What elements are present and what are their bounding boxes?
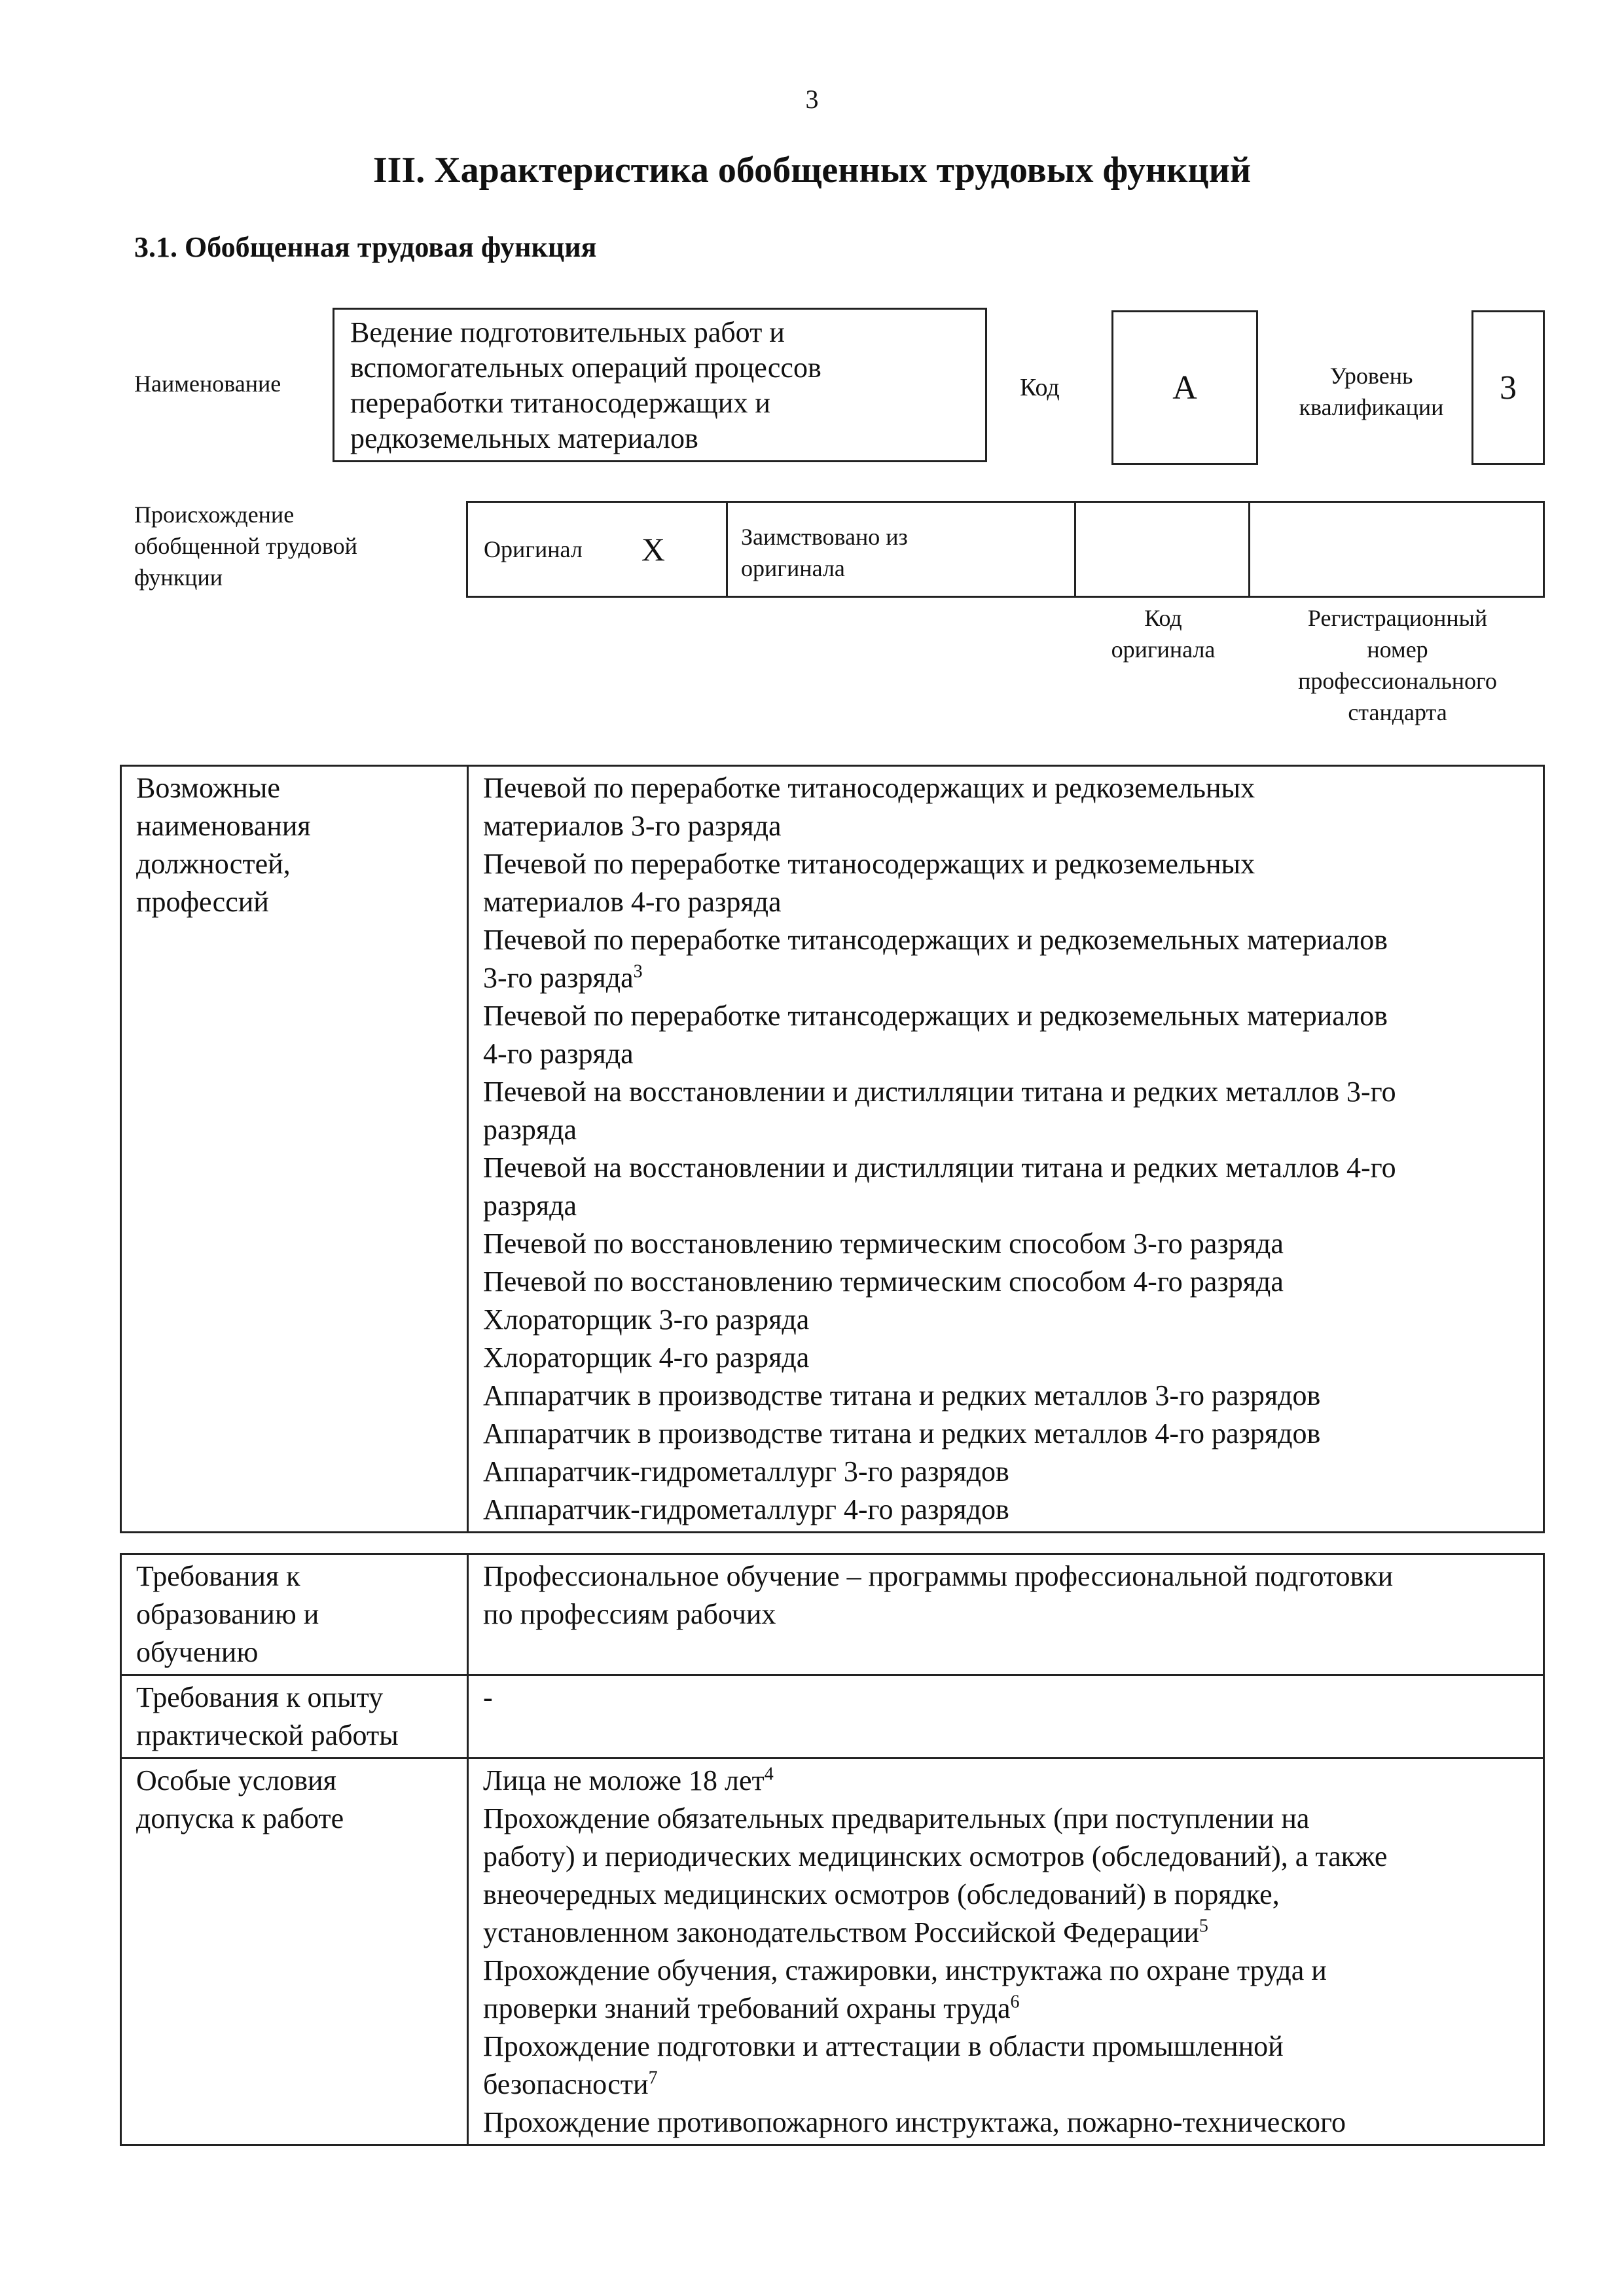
- condition-line: Прохождение противопожарного инструктажа, пожарно-технического: [483, 2106, 1346, 2138]
- condition-line: Прохождение подготовки и аттестации в области промышленной: [483, 2030, 1284, 2062]
- original-mark: X: [641, 531, 665, 568]
- position-line: Печевой на восстановлении и дистилляции титана и редких металлов 4-го: [483, 1152, 1396, 1184]
- caption-line: стандарта: [1348, 699, 1447, 725]
- condition-line: Прохождение обучения, стажировки, инструктажа по охране труда и: [483, 1954, 1327, 1986]
- position-line: Печевой по переработке титансодержащих и редкоземельных материалов: [483, 1000, 1388, 1032]
- condition-line: [483, 2066, 1528, 2104]
- origin-reg-number-cell: [1250, 501, 1545, 598]
- condition-line: [483, 1762, 1528, 1800]
- table-row: [121, 766, 1544, 1533]
- label-line: должностей,: [136, 848, 291, 880]
- position-line: разряда: [483, 1190, 577, 1222]
- section-title: III. Характеристика обобщенных трудовых функций: [372, 150, 1252, 191]
- position-line: 4-го разряда: [483, 1038, 634, 1070]
- position-line: Аппаратчик-гидрометаллург 3-го разрядов: [483, 1455, 1009, 1487]
- function-name-line: редкоземельных материалов: [350, 422, 698, 454]
- footnote-ref: 7: [648, 2068, 658, 2088]
- origin-borrowed-cell: [728, 501, 1076, 598]
- position-line: Аппаратчик в производстве титана и редких металлов 3-го разрядов: [483, 1379, 1321, 1412]
- level-label-line: Уровень: [1329, 363, 1413, 389]
- label-line: Возможные: [136, 772, 280, 804]
- condition-line: внеочередных медицинских осмотров (обследований) в порядке,: [483, 1878, 1280, 1910]
- position-line: Печевой на восстановлении и дистилляции титана и редких металлов 3-го: [483, 1076, 1396, 1108]
- experience-value-cell: -: [468, 1675, 1544, 1758]
- code-label: Код: [1020, 374, 1060, 401]
- function-name-line: Ведение подготовительных работ и: [350, 316, 785, 348]
- position-line: материалов 3-го разряда: [483, 810, 782, 842]
- position-line: Печевой по переработке титаносодержащих и редкоземельных: [483, 848, 1255, 880]
- function-name-box: [333, 308, 987, 462]
- footnote-ref: 3: [633, 961, 643, 982]
- caption-line: Регистрационный: [1307, 605, 1488, 631]
- conditions-value-cell: [468, 1758, 1544, 2145]
- function-name-line: вспомогательных операций процессов: [350, 352, 821, 384]
- requirements-table: [120, 1553, 1545, 2146]
- level-label-line: квалификации: [1299, 394, 1444, 420]
- education-label-cell: [121, 1554, 468, 1675]
- condition-text: Лица не моложе 18 лет: [483, 1764, 765, 1796]
- position-line: Печевой по восстановлению термическим способом 3-го разряда: [483, 1228, 1284, 1260]
- label-line: Требования к опыту: [136, 1681, 384, 1713]
- conditions-label-cell: [121, 1758, 468, 2145]
- origin-original-cell: [466, 501, 728, 598]
- positions-label-cell: [121, 766, 468, 1533]
- label-line: Особые условия: [136, 1764, 336, 1796]
- caption-line: профессионального: [1298, 668, 1497, 694]
- table-row: [121, 1675, 1544, 1758]
- label-line: практической работы: [136, 1719, 399, 1751]
- position-line: Аппаратчик-гидрометаллург 4-го разрядов: [483, 1493, 1009, 1525]
- original-label: Оригинал: [484, 536, 583, 562]
- level-value-box: 3: [1471, 310, 1545, 465]
- label-line: допуска к работе: [136, 1802, 344, 1834]
- caption-line: номер: [1367, 636, 1428, 663]
- condition-line: Прохождение обязательных предварительных (при поступлении на: [483, 1802, 1310, 1834]
- subsection-title: 3.1. Обобщенная трудовая функция: [134, 231, 597, 263]
- code-value-box: А: [1111, 310, 1258, 465]
- borrowed-label-line: оригинала: [741, 555, 845, 581]
- original-code-caption: [1076, 602, 1250, 665]
- table-row: [121, 1758, 1544, 2145]
- condition-text: установленном законодательством Российской Федерации: [483, 1916, 1199, 1948]
- positions-table: [120, 765, 1545, 1533]
- origin-label-line: обобщенной трудовой: [134, 533, 357, 559]
- label-line: образованию и: [136, 1598, 319, 1630]
- condition-text: проверки знаний требований охраны труда: [483, 1992, 1011, 2024]
- condition-line: работу) и периодических медицинских осмотров (обследований), а также: [483, 1840, 1388, 1872]
- position-line: Печевой по переработке титаносодержащих и редкоземельных: [483, 772, 1255, 804]
- position-line: Аппаратчик в производстве титана и редких металлов 4-го разрядов: [483, 1417, 1321, 1449]
- condition-line: [483, 1914, 1528, 1952]
- caption-line: оригинала: [1111, 636, 1216, 663]
- origin-label: [134, 499, 357, 593]
- position-line: Печевой по переработке титансодержащих и редкоземельных материалов: [483, 924, 1388, 956]
- origin-label-line: Происхождение: [134, 501, 295, 528]
- condition-text: безопасности: [483, 2068, 649, 2100]
- function-name-line: переработки титаносодержащих и: [350, 387, 770, 419]
- positions-list-cell: [468, 766, 1544, 1533]
- origin-label-line: функции: [134, 564, 223, 591]
- footnote-ref: 6: [1010, 1992, 1020, 2013]
- borrowed-label-line: Заимствовано из: [741, 524, 908, 550]
- label-line: профессий: [136, 886, 269, 918]
- education-value-cell: [468, 1554, 1544, 1675]
- footnote-ref: 4: [764, 1764, 774, 1785]
- position-line: Печевой по восстановлению термическим способом 4-го разряда: [483, 1266, 1284, 1298]
- position-text: 3-го разряда: [483, 962, 634, 994]
- position-line: Хлораторщик 4-го разряда: [483, 1341, 810, 1374]
- name-label: Наименование: [134, 371, 281, 397]
- page-number: 3: [805, 84, 819, 114]
- origin-table: [466, 501, 1545, 598]
- label-line: обучению: [136, 1636, 259, 1668]
- position-line: материалов 4-го разряда: [483, 886, 782, 918]
- value-line: по профессиям рабочих: [483, 1598, 776, 1630]
- position-line: [483, 959, 1528, 997]
- condition-line: [483, 1990, 1528, 2028]
- origin-code-cell: [1076, 501, 1250, 598]
- position-line: разряда: [483, 1114, 577, 1146]
- qualification-level-label: [1276, 360, 1466, 423]
- caption-line: Код: [1144, 605, 1182, 631]
- value-line: Профессиональное обучение – программы профессиональной подготовки: [483, 1560, 1394, 1592]
- label-line: Требования к: [136, 1560, 300, 1592]
- label-line: наименования: [136, 810, 311, 842]
- position-line: Хлораторщик 3-го разряда: [483, 1303, 810, 1336]
- reg-number-caption: [1250, 602, 1545, 728]
- experience-label-cell: [121, 1675, 468, 1758]
- table-row: [121, 1554, 1544, 1675]
- footnote-ref: 5: [1199, 1916, 1208, 1937]
